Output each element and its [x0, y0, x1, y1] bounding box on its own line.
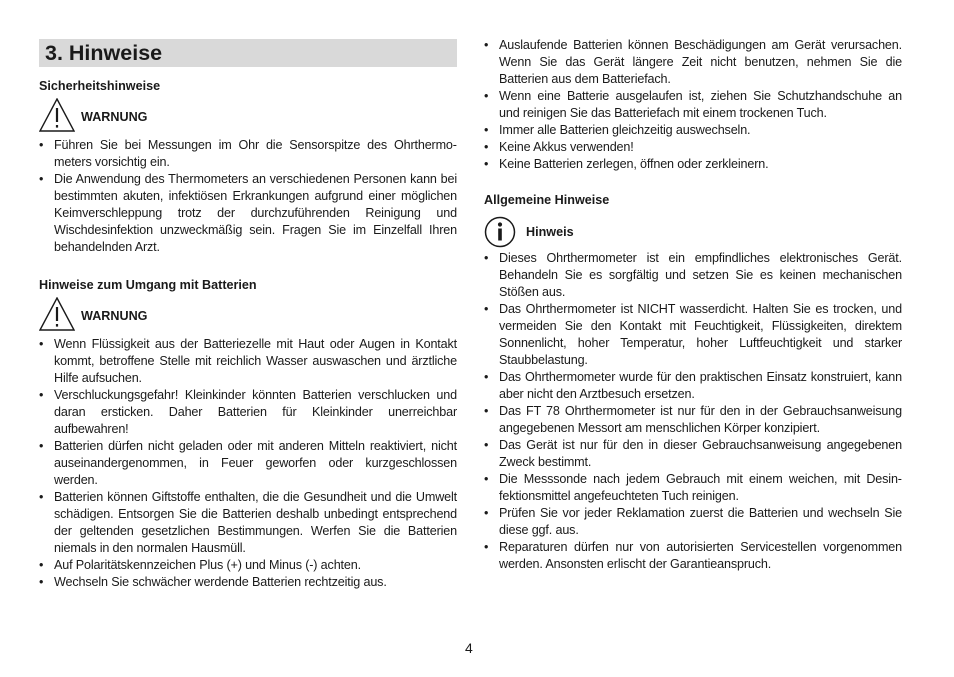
general-list — [484, 250, 902, 573]
list-item: • Immer alle Batterien gleichzeitig auswechseln. — [484, 122, 902, 139]
list-item: • Auf Polaritätskennzeichen Plus (+) und Minus (-) achten. — [39, 557, 457, 574]
list-item: • Keine Batterien zerlegen, öffnen oder zerkleinern. — [484, 156, 902, 173]
list-item: • Reparaturen dürfen nur von autorisierten Servicestellen vorgenommen werden. Ansonsten erlischt der Garantieanspruch. — [484, 539, 902, 573]
list-item: • Dieses Ohrthermometer ist ein empfindliches elektronisches Gerät. Behandeln Sie es sorgfältig und setzen Sie es keinen mechanischen Stößen aus. — [484, 250, 902, 301]
warning-triangle-icon — [39, 98, 75, 132]
info-label: Hinweis — [526, 225, 574, 239]
list-item: • Wenn eine Batterie ausgelaufen ist, ziehen Sie Schutzhandschuhe an und reinigen Sie das Batteriefach mit einem trockenen Tuch. — [484, 88, 902, 122]
warning-triangle-icon — [39, 297, 75, 331]
battery-list — [39, 336, 457, 591]
page-number: 4 — [465, 640, 473, 656]
list-item: • Prüfen Sie vor jeder Reklamation zuerst die Batterien und wechseln Sie diese ggf. aus. — [484, 505, 902, 539]
list-item: • Wenn Flüssigkeit aus der Batteriezelle mit Haut oder Augen in Kontakt kommt, betroffene Stelle mit reichlich Wasser auswaschen und ärztliche Hilfe aufsuchen. — [39, 336, 457, 387]
list-item: • Das FT 78 Ohrthermometer ist nur für den in der Gebrauchsanweisung angegebenen Messort am menschlichen Körper konzipiert. — [484, 403, 902, 437]
safety-list — [39, 137, 457, 256]
list-item: • Batterien können Giftstoffe enthalten, die die Gesundheit und die Umwelt schädigen. Entsorgen Sie die Batterien deshalb unbedingt entsprechend der geltenden gesetzlichen Bestimmungen. Werfen Sie die Batterien niemals in den normalen Hausmüll. — [39, 489, 457, 557]
info-circle-icon — [484, 215, 518, 249]
list-item: • Auslaufende Batterien können Beschädigungen am Gerät verursachen. Wenn Sie das Gerät längere Zeit nicht benutzen, nehmen Sie die Batterien aus dem Batteriefach. — [484, 37, 902, 88]
list-item: • Das Gerät ist nur für den in dieser Gebrauchsanweisung angegebenen Zweck bestimmt. — [484, 437, 902, 471]
warning-label: WARNUNG — [81, 110, 148, 124]
list-item: • Die Messsonde nach jedem Gebrauch mit einem weichen, mit Desinfektionsmittel angefeuchteten Tuch reinigen. — [484, 471, 902, 505]
page-title: 3. Hinweise — [45, 41, 163, 65]
title-bar — [39, 39, 457, 67]
warning-label: WARNUNG — [81, 309, 148, 323]
battery-list-continued — [484, 37, 902, 173]
list-item: • Das Ohrthermometer ist NICHT wasserdicht. Halten Sie es trocken, und vermeiden Sie den Kontakt mit Feuchtigkeit, Flüssigkeiten, direktem Sonnenlicht, hoher Temperatur, hoher Luftfeuchtigkeit und starker Staubbelastung. — [484, 301, 902, 369]
section-heading-batteries: Hinweise zum Umgang mit Batterien — [39, 278, 257, 292]
section-heading-general: Allgemeine Hinweise — [484, 193, 610, 207]
list-item: • Das Ohrthermometer wurde für den praktischen Einsatz konstruiert, kann aber nicht den Arztbesuch ersetzen. — [484, 369, 902, 403]
list-item: • Wechseln Sie schwächer werdende Batterien rechtzeitig aus. — [39, 574, 457, 591]
section-heading-safety: Sicherheitshinweise — [39, 79, 161, 93]
list-item: • Batterien dürfen nicht geladen oder mit anderen Mitteln reaktiviert, nicht auseinandergenommen, in Feuer geworfen oder kurzgeschlossen werden. — [39, 438, 457, 489]
list-item: • Die Anwendung des Thermometers an verschiedenen Personen kann bei bestimmten akuten, infektiösen Erkrankungen aufgrund einer möglichen Keimverschleppung trotz der durchzuführenden Reinigung und Wischdesinfektion unzweckmäßig sein. Fragen Sie im Einzelfall Ihren behandelnden Arzt. — [39, 171, 457, 256]
list-item: • Keine Akkus verwenden! — [484, 139, 902, 156]
list-item: • Führen Sie bei Messungen im Ohr die Sensorspitze des Ohrthermometers vorsichtig ein. — [39, 137, 457, 171]
list-item: • Verschluckungsgefahr! Kleinkinder könnten Batterien verschlucken und daran ersticken. Daher Batterien für Kleinkinder unerreichbar aufbewahren! — [39, 387, 457, 438]
